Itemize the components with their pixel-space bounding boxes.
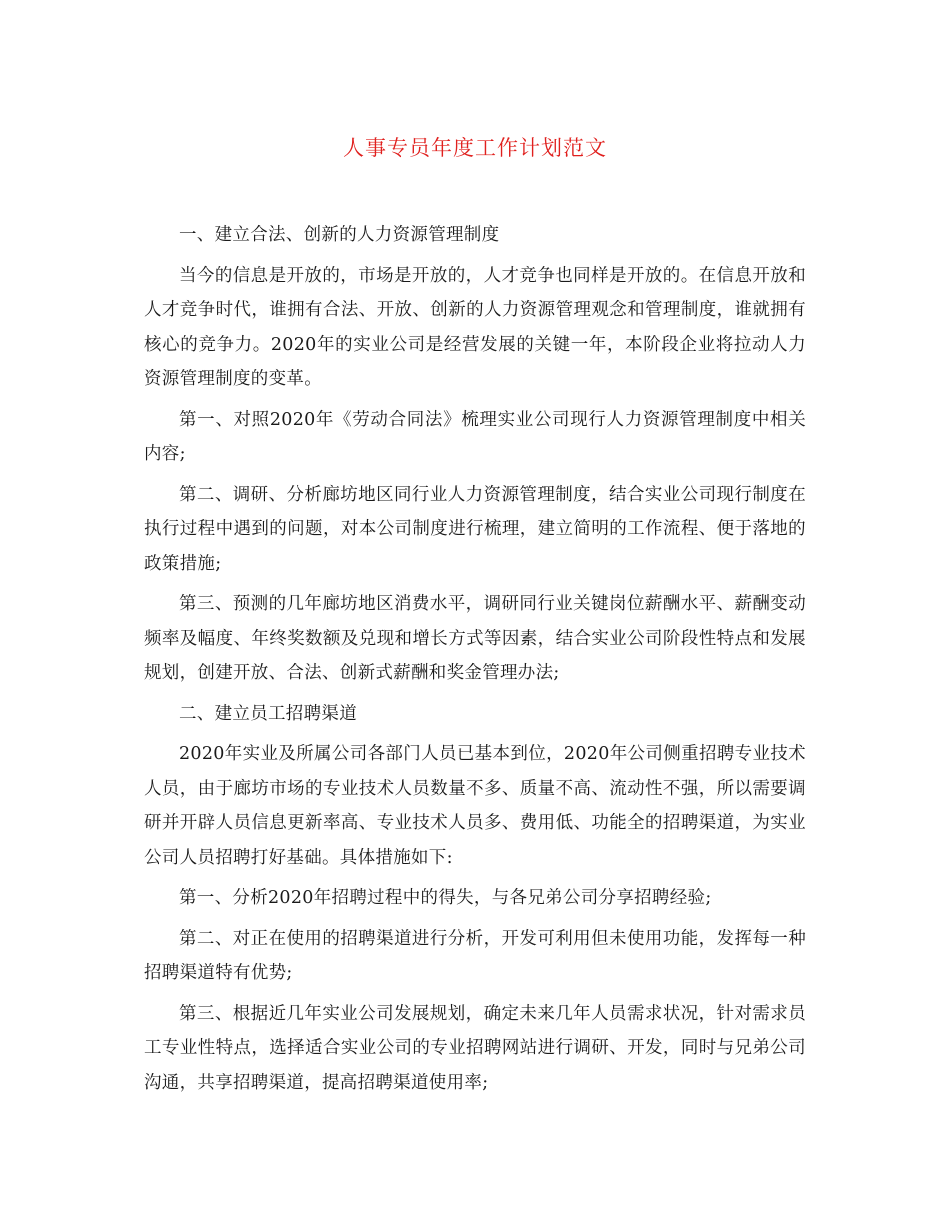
paragraph: 第一、对照2020年《劳动合同法》梳理实业公司现行人力资源管理制度中相关内容; [144,409,806,464]
paragraph: 当今的信息是开放的，市场是开放的，人才竞争也同样是开放的。在信息开放和人才竞争时代，谁拥有合法、开放、创新的人力资源管理观念和管理制度，谁就拥有核心的竞争力。2020年的实业公司是经营发展的关键一年，本阶段企业将拉动人力资源管理制度的变革。 [144,265,806,389]
document-body [144,218,806,1106]
paragraph: 第三、预测的几年廊坊地区消费水平，调研同行业关键岗位薪酬水平、薪酬变动频率及幅度、年终奖数额及兑现和增长方式等因素，结合实业公司阶段性特点和发展规划，创建开放、合法、创新式薪酬和奖金管理办法; [144,594,806,683]
paragraph: 第三、根据近几年实业公司发展规划，确定未来几年人员需求状况，针对需求员工专业性特点，选择适合实业公司的专业招聘网站进行调研、开发，同时与兄弟公司沟通，共享招聘渠道，提高招聘渠道使用率; [144,1003,806,1093]
paragraph: 第二、对正在使用的招聘渠道进行分析，开发可利用但未使用功能，发挥每一种招聘渠道特有优势; [144,928,806,983]
paragraph: 2020年实业及所属公司各部门人员已基本到位，2020年公司侧重招聘专业技术人员，由于廊坊市场的专业技术人员数量不多、质量不高、流动性不强，所以需要调研并开辟人员信息更新率高、专业技术人员多、费用低、功能全的招聘渠道，为实业公司人员招聘打好基础。具体措施如下: [144,744,806,868]
document-title: 人事专员年度工作计划范文 [343,136,607,160]
section-heading-2: 二、建立员工招聘渠道 [179,703,357,724]
section-heading-1: 一、建立合法、创新的人力资源管理制度 [179,225,500,245]
paragraph: 第一、分析2020年招聘过程中的得失，与各兄弟公司分享招聘经验; [179,888,712,908]
paragraph: 第二、调研、分析廊坊地区同行业人力资源管理制度，结合实业公司现行制度在执行过程中遇到的问题，对本公司制度进行梳理，建立简明的工作流程、便于落地的政策措施; [144,484,806,574]
